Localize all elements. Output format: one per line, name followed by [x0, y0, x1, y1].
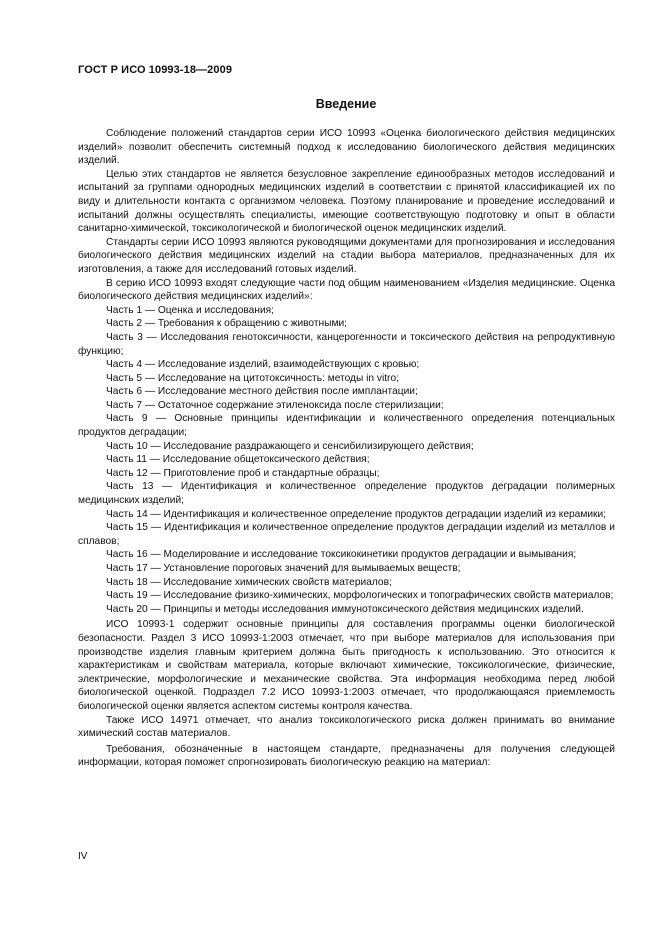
- list-item: Часть 5 — Исследование на цитотоксичность: методы in vitro;: [106, 372, 399, 384]
- list-item: Часть 18 — Исследование химических свойств материалов;: [106, 576, 392, 588]
- paragraph-requirements: Требования, обозначенные в настоящем стандарте, предназначены для получения следующей информации, которая поможет спрогнозировать биологическую реакцию на материал:: [78, 743, 615, 769]
- list-item: Часть 10 — Исследование раздражающего и сенсибилизирующего действия;: [106, 440, 474, 452]
- standard-header: ГОСТ Р ИСО 10993-18—2009: [78, 64, 233, 76]
- list-item: Часть 20 — Принципы и методы исследования иммунотоксического действия медицинских изделий.: [106, 603, 584, 615]
- parts-list: [78, 304, 615, 617]
- paragraph-series: В серию ИСО 10993 входят следующие части под общим наименованием «Изделия медицинские. Оценка биологического действия медицинских изделий»:: [78, 277, 615, 303]
- list-item: Часть 12 — Приготовление проб и стандартные образцы;: [106, 467, 380, 479]
- list-item: Часть 6 — Исследование местного действия после имплантации;: [106, 386, 418, 398]
- paragraph-intro: Соблюдение положений стандартов серии ИСО 10993 «Оценка биологического действия медицинских изделий» позволит обеспечить системный подход к исследованию биологического действия медицинских изделий.: [78, 128, 615, 167]
- list-item: Часть 9 — Основные принципы идентификации и количественного определения потенциальных продуктов деградации;: [78, 413, 615, 439]
- document-body: [78, 127, 615, 770]
- list-item: Часть 13 — Идентификация и количественное определение продуктов деградации полимерных медицинских изделий;: [78, 481, 615, 507]
- list-item: Часть 1 — Оценка и исследования;: [106, 304, 275, 316]
- list-item: Часть 15 — Идентификация и количественное определение продуктов деградации изделий из металлов и сплавов;: [78, 522, 615, 547]
- list-item: Часть 17 — Установление пороговых значений для вымываемых веществ;: [106, 563, 461, 574]
- list-item: Часть 16 — Моделирование и исследование токсикокинетики продуктов деградации и вымывания;: [106, 549, 577, 561]
- list-item: Часть 3 — Исследования генотоксичности, канцерогенности и токсического действия на репродуктивную функцию;: [78, 331, 615, 357]
- section-title: Введение: [315, 97, 377, 111]
- paragraph-guidance: Стандарты серии ИСО 10993 являются руководящими документами для прогнозирования и исследования биологического действия медицинских изделий на стадии выбора материалов, предназначенных для их изготовления, а также для исследований готовых изделий.: [78, 236, 615, 275]
- list-item: Часть 4 — Исследование изделий, взаимодействующих с кровью;: [106, 359, 420, 371]
- list-item: Часть 2 — Требования к обращению с животными;: [106, 318, 348, 330]
- list-item: Часть 14 — Идентификация и количественное определение продуктов деградации изделий из керамики;: [106, 508, 607, 520]
- list-item: Часть 11 — Исследование общетоксического действия;: [106, 454, 370, 466]
- list-item: Часть 7 — Остаточное содержание этиленоксида после стерилизации;: [106, 399, 444, 411]
- page-number: IV: [78, 851, 88, 862]
- paragraph-principles: ИСО 10993-1 содержит основные принципы для составления программы оценки биологической безопасности. Раздел 3 ИСО 10993-1:2003 отмечает, что при выборе материалов для использования при производстве изделия главным критерием должна быть пригодность к использованию. Это относится к характеристикам и свойствам материала, которые включают химические, токсикологические, физические, электрические, морфологические и механические свойства. Эта информация необходима перед любой биологической оценкой. Подраздел 7.2 ИСО 10993-1:2003 отмечает, что продолжающаяся приемлемость биологической оценки является аспектом системы контроля качества.: [78, 619, 615, 712]
- paragraph-purpose: Целью этих стандартов не является безусловное закрепление единообразных методов исследований и испытаний за группами однородных медицинских изделий в соответствии с принятой классификацией их по виду и длительности контакта с организмом человека. Поэтому планирование и проведение исследований и испытаний должны осуществлять специалисты, имеющие соответствующую подготовку и опыт в области санитарно-химической, токсикологической и биологической оценок медицинских изделий.: [78, 168, 615, 235]
- paragraph-risk: Также ИСО 14971 отмечает, что анализ токсикологического риска должен принимать во внимание химический состав материалов.: [78, 714, 615, 740]
- list-item: Часть 19 — Исследование физико-химических, морфологических и топографических свойств материалов;: [106, 590, 614, 602]
